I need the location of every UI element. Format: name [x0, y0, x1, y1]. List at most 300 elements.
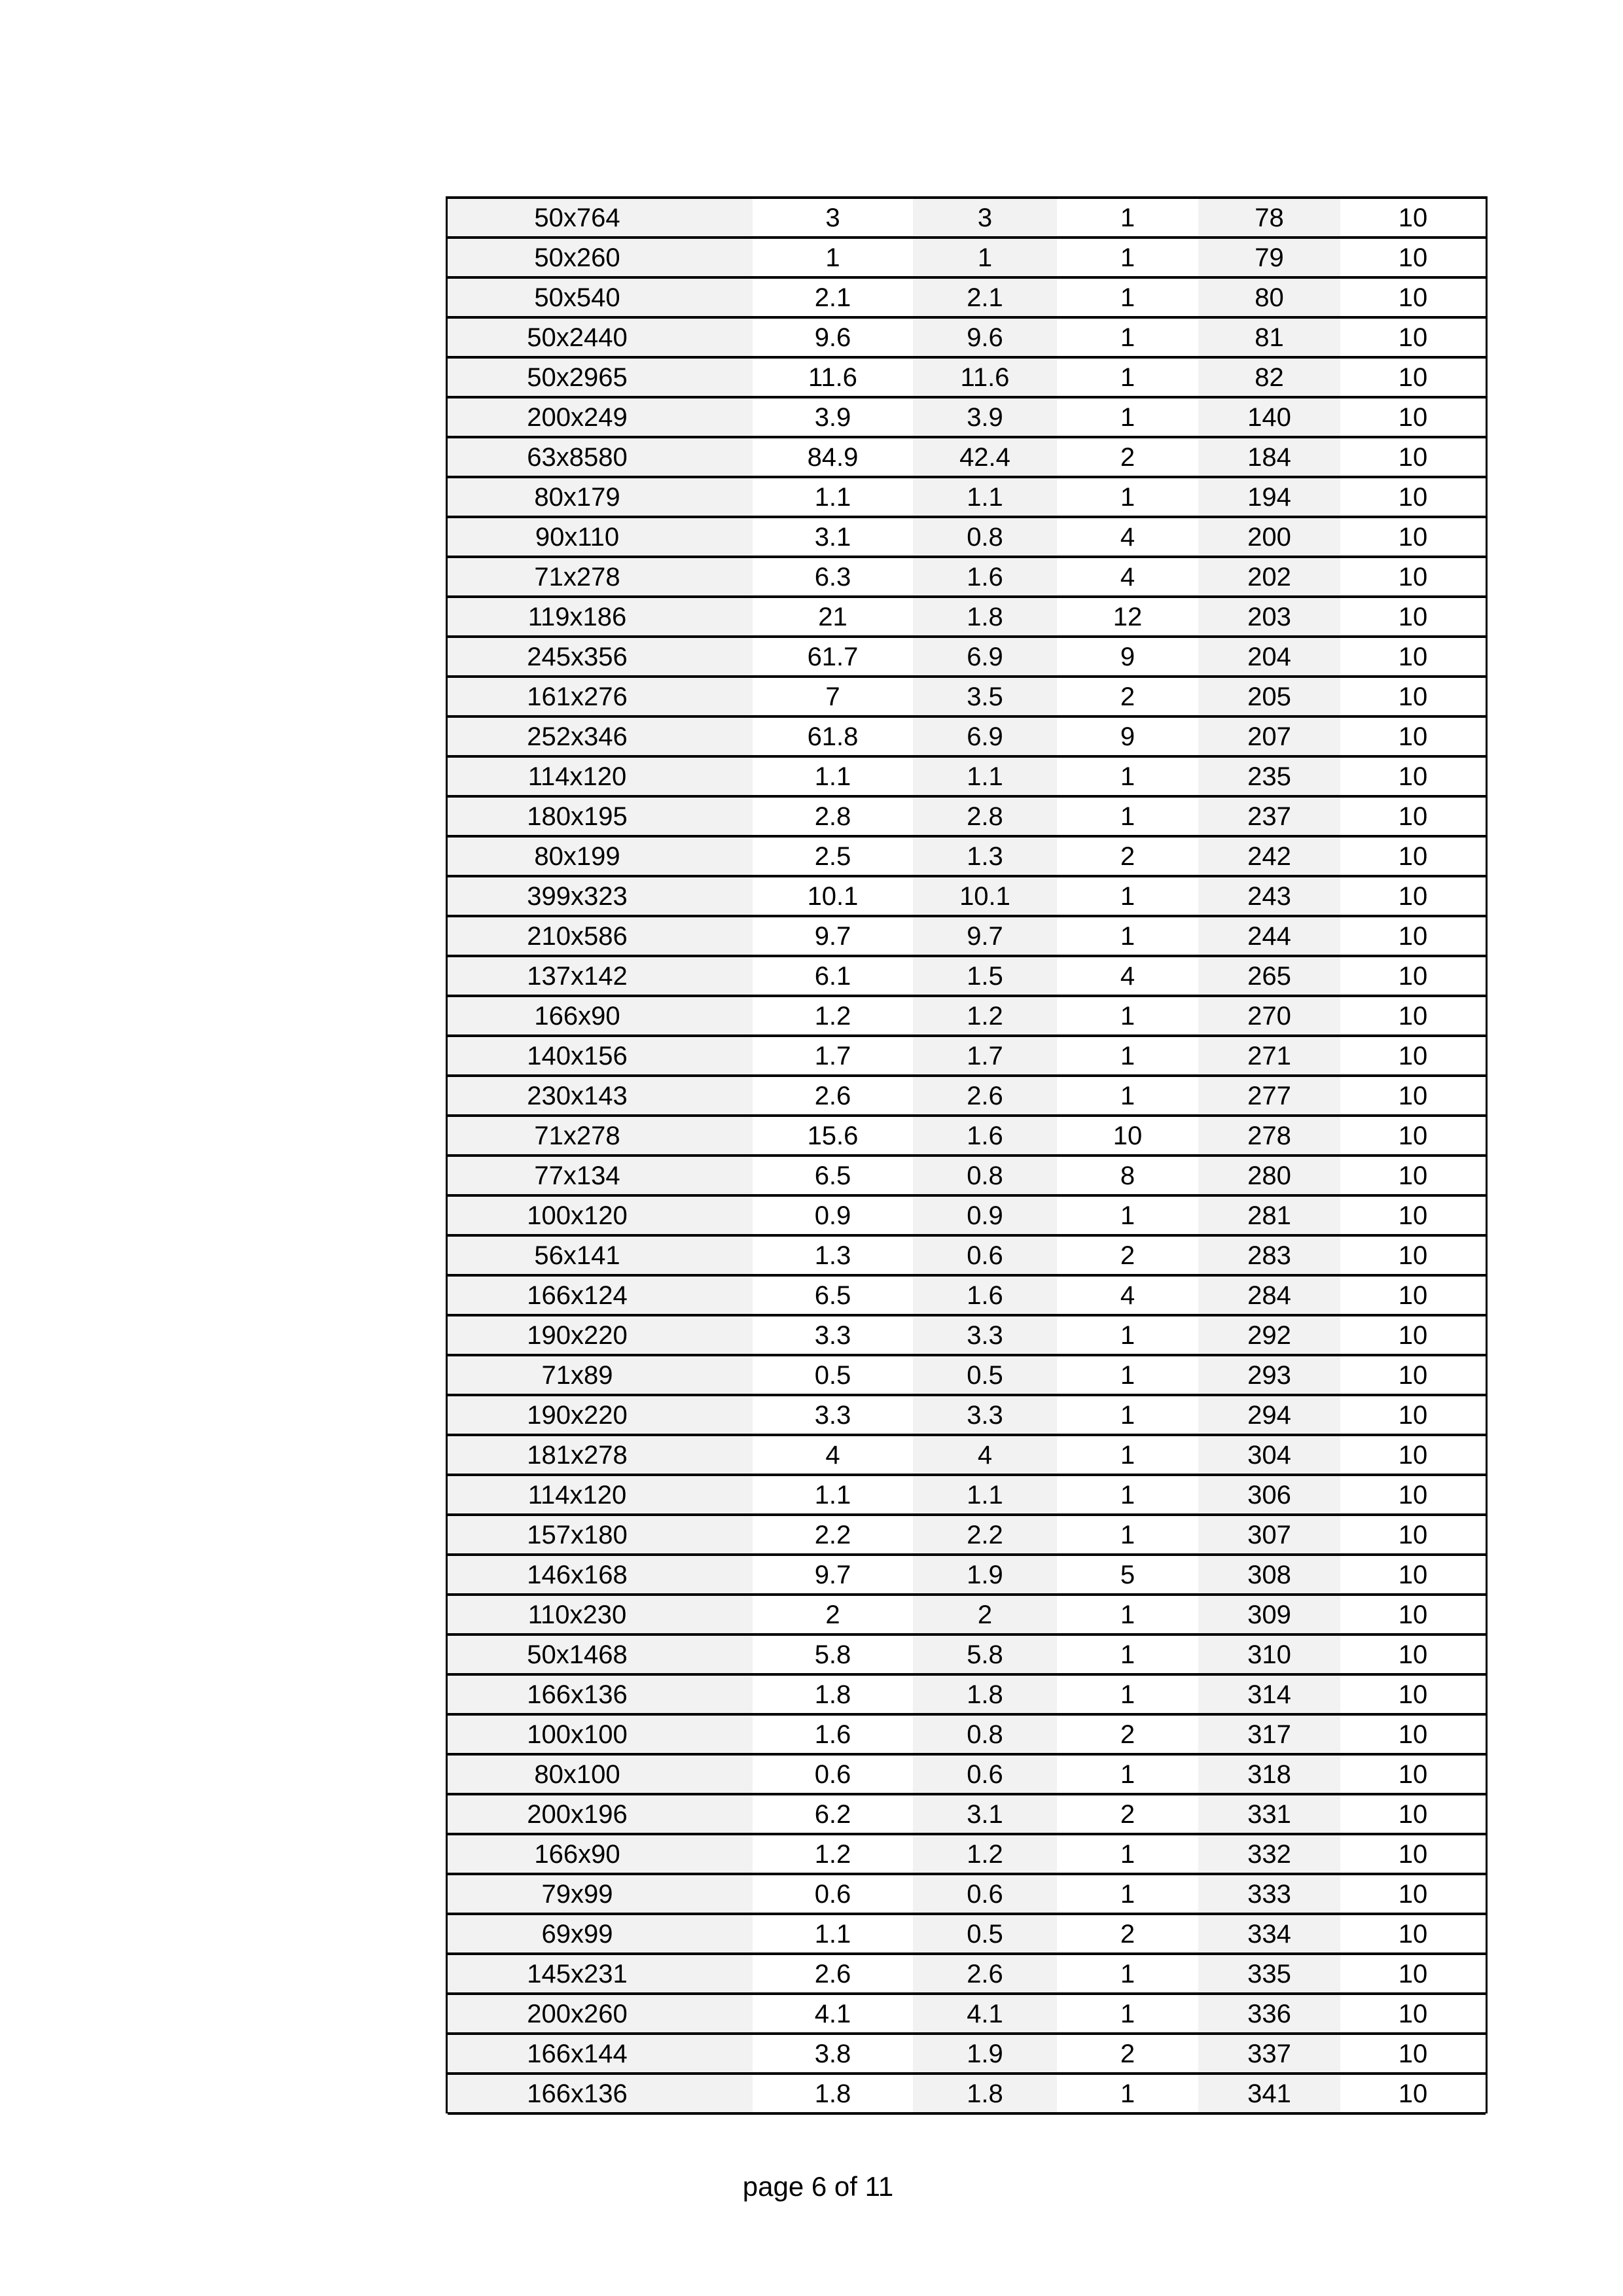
table-row [448, 2074, 1486, 2113]
table-cell: 2.6 [913, 1076, 1057, 1116]
table-cell: 9 [1057, 637, 1198, 677]
table-cell: 1 [1057, 317, 1198, 357]
table-cell: 1.7 [913, 1036, 1057, 1076]
table-cell: 9.6 [913, 317, 1057, 357]
table-cell: 166x144 [448, 2034, 753, 2074]
table-cell: 0.8 [913, 1156, 1057, 1195]
table-cell: 10 [1340, 956, 1486, 996]
table-row [448, 1834, 1486, 1874]
table-cell: 235 [1198, 756, 1340, 796]
table-row [448, 1515, 1486, 1555]
table-cell: 181x278 [448, 1435, 753, 1475]
table-cell: 71x278 [448, 1116, 753, 1156]
table-cell: 2 [913, 1595, 1057, 1634]
table-cell: 1.6 [913, 557, 1057, 597]
table-cell: 6.2 [753, 1794, 913, 1834]
table-row [448, 1355, 1486, 1395]
table-cell: 157x180 [448, 1515, 753, 1555]
table-cell: 10 [1340, 836, 1486, 876]
table-cell: 5.8 [753, 1634, 913, 1674]
table-cell: 77x134 [448, 1156, 753, 1195]
table-row [448, 1634, 1486, 1674]
table-cell: 166x136 [448, 1674, 753, 1714]
table-cell: 0.6 [753, 1754, 913, 1794]
table-cell: 10 [1340, 1475, 1486, 1515]
table-cell: 146x168 [448, 1555, 753, 1595]
table-row [448, 1954, 1486, 1994]
data-table [448, 196, 1486, 2115]
table-cell: 10.1 [753, 876, 913, 916]
table-cell: 3.9 [913, 397, 1057, 437]
table-cell: 1 [1057, 477, 1198, 517]
table-cell: 10 [1340, 1235, 1486, 1275]
table-cell: 10 [1340, 317, 1486, 357]
table-cell: 2.1 [913, 277, 1057, 317]
table-cell: 10 [1340, 1435, 1486, 1475]
table-cell: 318 [1198, 1754, 1340, 1794]
table-cell: 341 [1198, 2074, 1340, 2113]
table-cell: 161x276 [448, 677, 753, 716]
table-cell: 10 [1340, 1994, 1486, 2034]
table-cell: 280 [1198, 1156, 1340, 1195]
table-cell: 0.6 [753, 1874, 913, 1914]
table-cell: 80 [1198, 277, 1340, 317]
table-cell: 9.7 [753, 1555, 913, 1595]
table-cell: 304 [1198, 1435, 1340, 1475]
table-cell: 2 [1057, 437, 1198, 477]
table-row [448, 677, 1486, 716]
table-row [448, 1595, 1486, 1634]
table-cell: 202 [1198, 557, 1340, 597]
table-cell: 336 [1198, 1994, 1340, 2034]
table-cell: 166x90 [448, 1834, 753, 1874]
table-cell: 10 [1340, 357, 1486, 397]
table-cell: 2.5 [753, 836, 913, 876]
table-cell: 10 [1340, 637, 1486, 677]
page-footer [0, 2171, 1623, 2202]
table-cell: 4.1 [913, 1994, 1057, 2034]
table-cell: 1.1 [913, 756, 1057, 796]
table-cell: 4 [1057, 1275, 1198, 1315]
table-cell: 2.6 [913, 1954, 1057, 1994]
table-cell: 1.9 [913, 1555, 1057, 1595]
table-cell: 10 [1340, 2074, 1486, 2113]
table-cell: 265 [1198, 956, 1340, 996]
table-cell: 3.3 [753, 1395, 913, 1435]
table-cell: 10 [1340, 277, 1486, 317]
table-row [448, 796, 1486, 836]
table-cell: 10 [1340, 1395, 1486, 1435]
table-cell: 4 [1057, 956, 1198, 996]
table-cell: 270 [1198, 996, 1340, 1036]
table-cell: 1 [1057, 238, 1198, 277]
table-row [448, 956, 1486, 996]
table-cell: 10 [1340, 796, 1486, 836]
table-row [448, 1475, 1486, 1515]
table-cell: 10 [1340, 1076, 1486, 1116]
table-cell: 10 [1340, 1754, 1486, 1794]
table-cell: 71x278 [448, 557, 753, 597]
table-row [448, 1076, 1486, 1116]
table-cell: 1.2 [753, 1834, 913, 1874]
table-cell: 69x99 [448, 1914, 753, 1954]
table-cell: 4.1 [753, 1994, 913, 2034]
table-cell: 307 [1198, 1515, 1340, 1555]
table-cell: 78 [1198, 198, 1340, 238]
table-cell: 331 [1198, 1794, 1340, 1834]
table-cell: 79x99 [448, 1874, 753, 1914]
table-cell: 3.3 [913, 1395, 1057, 1435]
table-cell: 333 [1198, 1874, 1340, 1914]
table-cell: 1 [1057, 1076, 1198, 1116]
table-cell: 1 [1057, 1834, 1198, 1874]
table-row [448, 357, 1486, 397]
table-cell: 137x142 [448, 956, 753, 996]
table-cell: 114x120 [448, 756, 753, 796]
table-cell: 1 [1057, 198, 1198, 238]
table-cell: 100x100 [448, 1714, 753, 1754]
table-row [448, 916, 1486, 956]
table-cell: 1 [1057, 1395, 1198, 1435]
table-cell: 10 [1340, 1315, 1486, 1355]
table-cell: 200x249 [448, 397, 753, 437]
table-cell: 61.7 [753, 637, 913, 677]
table-cell: 2 [1057, 1714, 1198, 1754]
table-cell: 200 [1198, 517, 1340, 557]
table-cell: 2 [1057, 1914, 1198, 1954]
table-cell: 203 [1198, 597, 1340, 637]
table-cell: 10 [1340, 1794, 1486, 1834]
table-cell: 278 [1198, 1116, 1340, 1156]
table-row [448, 637, 1486, 677]
table-cell: 6.9 [913, 637, 1057, 677]
table-cell: 0.9 [753, 1195, 913, 1235]
table-row [448, 1315, 1486, 1355]
table-row [448, 1714, 1486, 1754]
table-cell: 4 [1057, 517, 1198, 557]
table-cell: 10 [1340, 1355, 1486, 1395]
table-cell: 1.1 [753, 477, 913, 517]
table-cell: 1 [1057, 996, 1198, 1036]
table-cell: 5.8 [913, 1634, 1057, 1674]
table-cell: 205 [1198, 677, 1340, 716]
table-cell: 10 [1340, 517, 1486, 557]
table-cell: 1 [1057, 1315, 1198, 1355]
table-cell: 5 [1057, 1555, 1198, 1595]
table-cell: 1 [1057, 1515, 1198, 1555]
table-cell: 1.6 [913, 1275, 1057, 1315]
table-cell: 10 [1340, 437, 1486, 477]
table-cell: 9.7 [753, 916, 913, 956]
table-cell: 244 [1198, 916, 1340, 956]
table-cell: 10 [1340, 756, 1486, 796]
table-cell: 4 [753, 1435, 913, 1475]
table-cell: 1 [1057, 1475, 1198, 1515]
table-cell: 309 [1198, 1595, 1340, 1634]
table-cell: 2 [1057, 677, 1198, 716]
table-cell: 210x586 [448, 916, 753, 956]
table-cell: 50x540 [448, 277, 753, 317]
table-cell: 180x195 [448, 796, 753, 836]
table-cell: 314 [1198, 1674, 1340, 1714]
table-cell: 3.5 [913, 677, 1057, 716]
table-cell: 50x1468 [448, 1634, 753, 1674]
table-cell: 10 [1340, 198, 1486, 238]
table-cell: 7 [753, 677, 913, 716]
table-cell: 100x120 [448, 1195, 753, 1235]
table-cell: 1 [753, 238, 913, 277]
table-cell: 1.2 [913, 996, 1057, 1036]
table-cell: 284 [1198, 1275, 1340, 1315]
table-cell: 1 [1057, 1954, 1198, 1994]
table-cell: 1.1 [753, 1475, 913, 1515]
table-cell: 294 [1198, 1395, 1340, 1435]
table-cell: 1 [1057, 1435, 1198, 1475]
table-cell: 1.7 [753, 1036, 913, 1076]
table-cell: 1.8 [913, 1674, 1057, 1714]
table-row [448, 2034, 1486, 2074]
table-cell: 2.2 [913, 1515, 1057, 1555]
table-cell: 10 [1340, 1275, 1486, 1315]
table-cell: 3.3 [913, 1315, 1057, 1355]
table-cell: 308 [1198, 1555, 1340, 1595]
table-cell: 4 [913, 1435, 1057, 1475]
table-cell: 1 [1057, 916, 1198, 956]
table-cell: 1 [913, 238, 1057, 277]
table-cell: 10 [1340, 1036, 1486, 1076]
table-cell: 0.5 [913, 1355, 1057, 1395]
table-cell: 10.1 [913, 876, 1057, 916]
table-cell: 1 [1057, 1195, 1198, 1235]
table-cell: 2.8 [753, 796, 913, 836]
table-cell: 10 [1340, 1954, 1486, 1994]
table-cell: 15.6 [753, 1116, 913, 1156]
table-row [448, 1195, 1486, 1235]
table-cell: 399x323 [448, 876, 753, 916]
table-cell: 56x141 [448, 1235, 753, 1275]
table-cell: 2 [1057, 2034, 1198, 2074]
table-cell: 1 [1057, 1355, 1198, 1395]
table-cell: 10 [1340, 1714, 1486, 1754]
table-cell: 0.6 [913, 1874, 1057, 1914]
table-cell: 79 [1198, 238, 1340, 277]
table-cell: 10 [1340, 677, 1486, 716]
table-row [448, 1754, 1486, 1794]
table-cell: 3.1 [753, 517, 913, 557]
table-cell: 145x231 [448, 1954, 753, 1994]
table-cell: 277 [1198, 1076, 1340, 1116]
table-row [448, 756, 1486, 796]
table-cell: 1.1 [913, 477, 1057, 517]
table-cell: 1.3 [753, 1235, 913, 1275]
table-row [448, 1036, 1486, 1076]
table-cell: 10 [1340, 477, 1486, 517]
table-cell: 11.6 [913, 357, 1057, 397]
table-row [448, 1994, 1486, 2034]
table-cell: 10 [1340, 1195, 1486, 1235]
table-cell: 1 [1057, 1754, 1198, 1794]
table-row [448, 238, 1486, 277]
table-cell: 334 [1198, 1914, 1340, 1954]
table-cell: 2 [753, 1595, 913, 1634]
table-cell: 1.6 [753, 1714, 913, 1754]
table-cell: 1 [1057, 756, 1198, 796]
table-cell: 1 [1057, 357, 1198, 397]
table-cell: 10 [1340, 1116, 1486, 1156]
table-cell: 3 [913, 198, 1057, 238]
table-cell: 3.9 [753, 397, 913, 437]
table-cell: 1.3 [913, 836, 1057, 876]
table-cell: 337 [1198, 2034, 1340, 2074]
table-cell: 283 [1198, 1235, 1340, 1275]
table-cell: 84.9 [753, 437, 913, 477]
table-cell: 12 [1057, 597, 1198, 637]
table-cell: 10 [1340, 1834, 1486, 1874]
table-row [448, 517, 1486, 557]
table-cell: 293 [1198, 1355, 1340, 1395]
table-cell: 50x260 [448, 238, 753, 277]
table-cell: 119x186 [448, 597, 753, 637]
table-cell: 2.8 [913, 796, 1057, 836]
table-row [448, 198, 1486, 238]
table-row [448, 836, 1486, 876]
table-cell: 2 [1057, 1235, 1198, 1275]
table-cell: 81 [1198, 317, 1340, 357]
table-cell: 200x196 [448, 1794, 753, 1834]
table-cell: 42.4 [913, 437, 1057, 477]
table-cell: 237 [1198, 796, 1340, 836]
table-cell: 9.6 [753, 317, 913, 357]
table-cell: 11.6 [753, 357, 913, 397]
table-cell: 207 [1198, 716, 1340, 756]
table-cell: 194 [1198, 477, 1340, 517]
table-cell: 0.5 [753, 1355, 913, 1395]
table-cell: 1.1 [753, 756, 913, 796]
table-cell: 50x2440 [448, 317, 753, 357]
table-cell: 3 [753, 198, 913, 238]
table-cell: 166x124 [448, 1275, 753, 1315]
table-cell: 10 [1340, 1634, 1486, 1674]
table-cell: 1.5 [913, 956, 1057, 996]
table-cell: 1 [1057, 1634, 1198, 1674]
table-cell: 242 [1198, 836, 1340, 876]
table-cell: 166x136 [448, 2074, 753, 2113]
table-cell: 1.8 [753, 1674, 913, 1714]
table-cell: 10 [1340, 876, 1486, 916]
table-cell: 10 [1340, 1674, 1486, 1714]
table-cell: 2 [1057, 1794, 1198, 1834]
table-row [448, 1116, 1486, 1156]
table-cell: 6.1 [753, 956, 913, 996]
table-cell: 2.6 [753, 1076, 913, 1116]
table-cell: 10 [1340, 238, 1486, 277]
table-cell: 1.8 [913, 2074, 1057, 2113]
table-cell: 10 [1340, 1874, 1486, 1914]
table-cell: 110x230 [448, 1595, 753, 1634]
table-cell: 190x220 [448, 1315, 753, 1355]
table-cell: 245x356 [448, 637, 753, 677]
table-cell: 63x8580 [448, 437, 753, 477]
table-cell: 10 [1057, 1116, 1198, 1156]
table-cell: 1.2 [753, 996, 913, 1036]
table-cell: 204 [1198, 637, 1340, 677]
table-cell: 0.8 [913, 517, 1057, 557]
table-row [448, 1395, 1486, 1435]
table-cell: 166x90 [448, 996, 753, 1036]
data-sheet [446, 196, 1488, 2113]
table-cell: 3.1 [913, 1794, 1057, 1834]
table-cell: 50x764 [448, 198, 753, 238]
table-cell: 10 [1340, 1595, 1486, 1634]
table-cell: 10 [1340, 597, 1486, 637]
table-cell: 3.3 [753, 1315, 913, 1355]
table-row [448, 996, 1486, 1036]
table-cell: 281 [1198, 1195, 1340, 1235]
table-cell: 1.6 [913, 1116, 1057, 1156]
table-cell: 6.5 [753, 1275, 913, 1315]
table-cell: 184 [1198, 437, 1340, 477]
table-cell: 10 [1340, 916, 1486, 956]
table-cell: 3.8 [753, 2034, 913, 2074]
table-cell: 1 [1057, 1874, 1198, 1914]
table-cell: 1.8 [913, 597, 1057, 637]
table-cell: 2 [1057, 836, 1198, 876]
table-cell: 310 [1198, 1634, 1340, 1674]
table-row [448, 1674, 1486, 1714]
table-cell: 114x120 [448, 1475, 753, 1515]
table-cell: 1 [1057, 876, 1198, 916]
table-cell: 1.2 [913, 1834, 1057, 1874]
table-cell: 2.2 [753, 1515, 913, 1555]
table-row [448, 716, 1486, 756]
table-cell: 0.6 [913, 1754, 1057, 1794]
table-row [448, 437, 1486, 477]
table-cell: 10 [1340, 2034, 1486, 2074]
table-row [448, 1435, 1486, 1475]
table-cell: 1 [1057, 1595, 1198, 1634]
table-cell: 1.1 [753, 1914, 913, 1954]
page-number-label: page 6 of 11 [742, 2171, 894, 2202]
table-cell: 1 [1057, 397, 1198, 437]
table-cell: 10 [1340, 397, 1486, 437]
table-cell: 317 [1198, 1714, 1340, 1754]
table-cell: 8 [1057, 1156, 1198, 1195]
table-cell: 252x346 [448, 716, 753, 756]
table-cell: 0.9 [913, 1195, 1057, 1235]
table-cell: 4 [1057, 557, 1198, 597]
table-cell: 10 [1340, 557, 1486, 597]
table-cell: 1 [1057, 1994, 1198, 2034]
table-cell: 292 [1198, 1315, 1340, 1355]
table-cell: 6.3 [753, 557, 913, 597]
table-row [448, 317, 1486, 357]
table-cell: 0.5 [913, 1914, 1057, 1954]
table-cell: 61.8 [753, 716, 913, 756]
table-cell: 71x89 [448, 1355, 753, 1395]
table-cell: 1.9 [913, 2034, 1057, 2074]
table-cell: 140x156 [448, 1036, 753, 1076]
table-row [448, 1235, 1486, 1275]
table-cell: 10 [1340, 1914, 1486, 1954]
table-cell: 90x110 [448, 517, 753, 557]
table-row [448, 876, 1486, 916]
table-cell: 82 [1198, 357, 1340, 397]
table-cell: 230x143 [448, 1076, 753, 1116]
table-cell: 140 [1198, 397, 1340, 437]
table-cell: 80x100 [448, 1754, 753, 1794]
table-cell: 200x260 [448, 1994, 753, 2034]
table-row [448, 397, 1486, 437]
